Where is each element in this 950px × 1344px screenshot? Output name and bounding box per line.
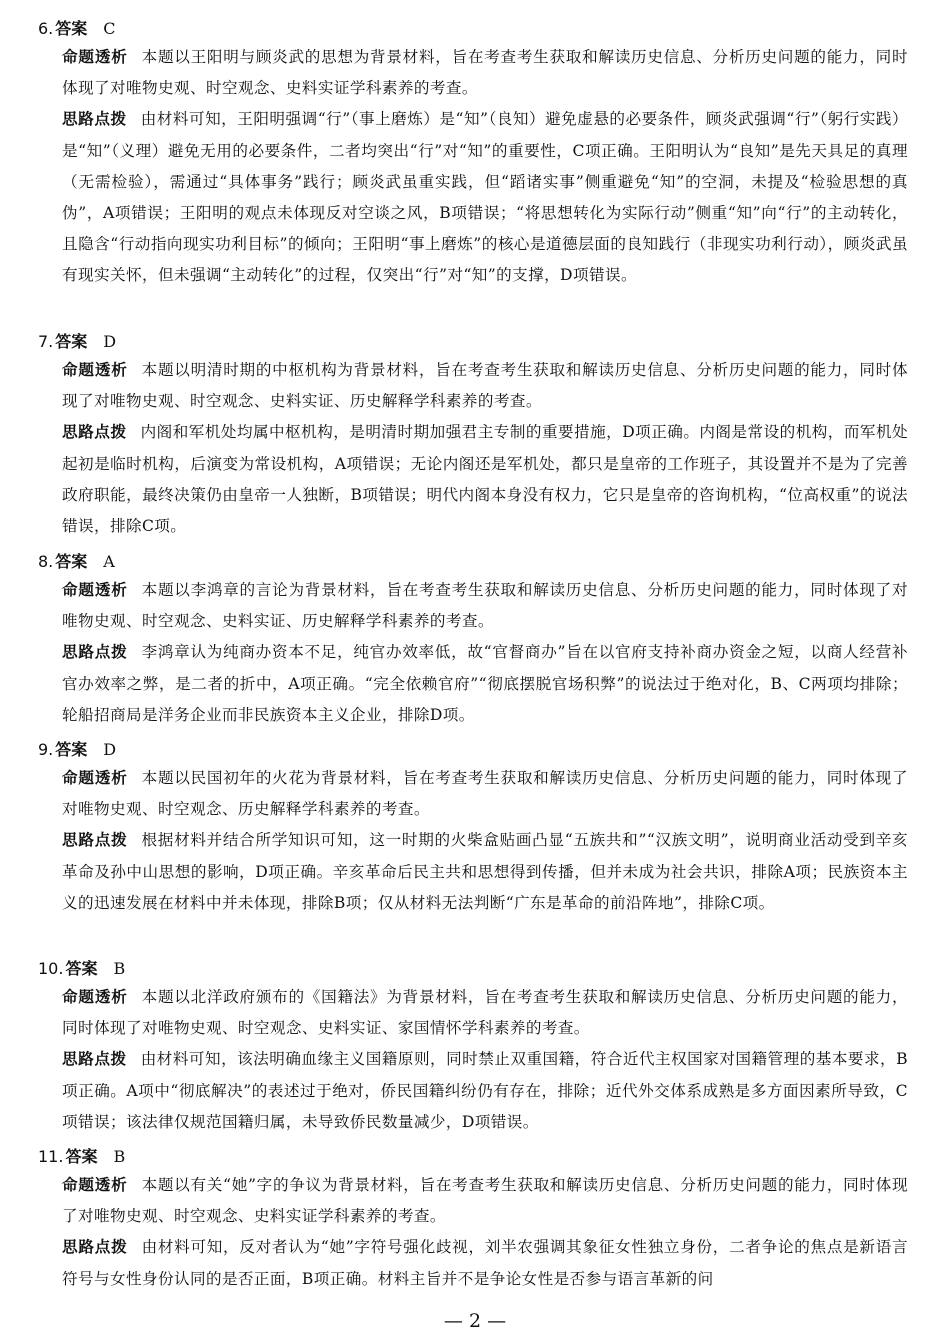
answer-label: 答案 xyxy=(55,19,88,38)
analysis-text: 本题以民国初年的火花为背景材料，旨在考查考生获取和解读历史信息、分析历史问题的能力，同时体现了对唯物史观、时空观念、历史解释学科素养的考查。 xyxy=(62,769,908,819)
analysis-paragraph xyxy=(62,982,908,1044)
answer-choice: A xyxy=(103,552,115,571)
answer-item xyxy=(0,955,950,1138)
hint-text: 由材料可知，反对者认为“她”字符号强化歧视，刘半农强调其象征女性独立身份，二者争论的焦点是新语言符号与女性身份认同的是否正面，B项正确。材料主旨并不是争论女性是否参与语言革新的问 xyxy=(62,1238,908,1288)
question-number: 8. xyxy=(38,552,54,571)
hint-paragraph xyxy=(62,637,908,731)
answer-heading xyxy=(38,548,950,575)
answer-item xyxy=(0,328,950,542)
analysis-tag: 命题透析 xyxy=(62,48,128,66)
hint-paragraph xyxy=(62,1232,908,1294)
hint-tag: 思路点拨 xyxy=(62,1050,127,1069)
analysis-paragraph xyxy=(62,42,908,104)
answer-choice: D xyxy=(103,740,117,759)
analysis-tag: 命题透析 xyxy=(62,581,128,599)
answer-item xyxy=(0,736,950,919)
hint-text: 李鸿章认为纯商办资本不足，纯官办效率低，故“官督商办”旨在以官府支持补商办资金之短，以商人经营补官办效率之弊，是二者的折中，A项正确。“完全依赖官府”“彻底摆脱官场积弊”的说法过于绝对化，B、C两项均排除；轮船招商局是洋务企业而非民族资本主义企业，排除D项。 xyxy=(62,643,908,724)
answer-label: 答案 xyxy=(65,959,98,978)
hint-paragraph xyxy=(62,417,908,542)
analysis-text: 本题以李鸿章的言论为背景材料，旨在考查考生获取和解读历史信息、分析历史问题的能力，同时体现了对唯物史观、时空观念、史料实证、历史解释学科素养的考查。 xyxy=(62,581,908,631)
analysis-tag: 命题透析 xyxy=(62,769,128,787)
answer-choice: C xyxy=(103,19,116,38)
hint-tag: 思路点拨 xyxy=(62,1238,128,1257)
answer-item xyxy=(0,548,950,731)
answer-label: 答案 xyxy=(65,1147,98,1166)
page-number: — 2 — xyxy=(443,1310,507,1332)
question-number: 7. xyxy=(38,332,54,351)
answer-label: 答案 xyxy=(55,740,88,759)
hint-text: 由材料可知，该法明确血缘主义国籍原则，同时禁止双重国籍，符合近代主权国家对国籍管理的基本要求，B项正确。A项中“彻底解决”的表述过于绝对，侨民国籍纠纷仍有存在，排除；近代外交体系成熟是多方面因素所导致，C项错误；该法律仅规范国籍归属，未导致侨民数量减少，D项错误。 xyxy=(62,1050,908,1131)
analysis-paragraph xyxy=(62,763,908,825)
analysis-paragraph xyxy=(62,1170,908,1232)
answer-heading xyxy=(38,1143,950,1170)
answer-heading xyxy=(38,15,950,42)
analysis-text: 本题以明清时期的中枢机构为背景材料，旨在考查考生获取和解读历史信息、分析历史问题的能力，同时体现了对唯物史观、时空观念、史料实证、历史解释学科素养的考查。 xyxy=(62,361,908,411)
hint-text: 根据材料并结合所学知识可知，这一时期的火柴盒贴画凸显“五族共和”“汉族文明”，说明商业活动受到辛亥革命及孙中山思想的影响，D项正确。辛亥革命后民主共和思想得到传播，但并未成为社会共识，排除A项；民族资本主义的迅速发展在材料中并未体现，排除B项；仅从材料无法判断“广东是革命的前沿阵地”，排除C项。 xyxy=(62,831,908,912)
analysis-text: 本题以王阳明与顾炎武的思想为背景材料，旨在考查考生获取和解读历史信息、分析历史问题的能力，同时体现了对唯物史观、时空观念、史料实证学科素养的考查。 xyxy=(62,48,908,98)
analysis-tag: 命题透析 xyxy=(62,988,128,1006)
analysis-paragraph xyxy=(62,355,908,417)
hint-tag: 思路点拨 xyxy=(62,831,128,850)
answer-heading xyxy=(38,955,950,982)
analysis-text: 本题以北洋政府颁布的《国籍法》为背景材料，旨在考查考生获取和解读历史信息、分析历史问题的能力，同时体现了对唯物史观、时空观念、史料实证、家国情怀学科素养的考查。 xyxy=(62,988,908,1038)
hint-text: 由材料可知，王阳明强调“行”（事上磨炼）是“知”（良知）避免虚悬的必要条件，顾炎武强调“行”（躬行实践）是“知”（义理）避免无用的必要条件，二者均突出“行”对“知”的重要性，C项正确。王阳明认为“良知”是先天具足的真理（无需检验），需通过“具体事务”践行；顾炎武虽重实践，但“蹈诸实事”侧重避免“知”的空洞，未提及“检验思想的真伪”，A项错误；王阳明的观点未体现反对空谈之风，B项错误；“将思想转化为实际行动”侧重“知”向“行”的主动转化，且隐含“行动指向现实功利目标”的倾向；王阳明“事上磨炼”的核心是道德层面的良知践行（非现实功利行动），顾炎武虽有现实关怀，但未强调“主动转化”的过程，仅突出“行”对“知”的支撑，D项错误。 xyxy=(62,110,908,285)
answer-label: 答案 xyxy=(55,552,88,571)
hint-tag: 思路点拨 xyxy=(62,643,128,662)
answer-heading xyxy=(38,736,950,763)
analysis-text: 本题以有关“她”字的争议为背景材料，旨在考查考生获取和解读历史信息、分析历史问题的能力，同时体现了对唯物史观、时空观念、史料实证学科素养的考查。 xyxy=(62,1176,908,1226)
question-number: 11. xyxy=(38,1147,64,1166)
analysis-tag: 命题透析 xyxy=(62,1176,128,1194)
answer-choice: D xyxy=(103,332,117,351)
analysis-paragraph xyxy=(62,575,908,637)
answer-item xyxy=(0,15,950,292)
hint-text: 内阁和军机处均属中枢机构，是明清时期加强君主专制的重要措施，D项正确。内阁是常设的机构，而军机处起初是临时机构，后演变为常设机构，A项错误；无论内阁还是军机处，都只是皇帝的工作班子，其设置并不是为了完善政府职能，最终决策仍由皇帝一人独断，B项错误；明代内阁本身没有权力，它只是皇帝的咨询机构，“位高权重”的说法错误，排除C项。 xyxy=(62,423,908,536)
answer-item xyxy=(0,1143,950,1295)
answer-choice: B xyxy=(113,1147,126,1166)
answer-label: 答案 xyxy=(55,332,88,351)
hint-paragraph xyxy=(62,104,908,291)
answer-heading xyxy=(38,328,950,355)
answer-choice: B xyxy=(113,959,126,978)
hint-paragraph xyxy=(62,825,908,919)
question-number: 9. xyxy=(38,740,54,759)
hint-tag: 思路点拨 xyxy=(62,110,127,129)
analysis-tag: 命题透析 xyxy=(62,361,128,379)
question-number: 6. xyxy=(38,19,54,38)
question-number: 10. xyxy=(38,959,64,978)
hint-tag: 思路点拨 xyxy=(62,423,127,442)
hint-paragraph xyxy=(62,1044,908,1138)
